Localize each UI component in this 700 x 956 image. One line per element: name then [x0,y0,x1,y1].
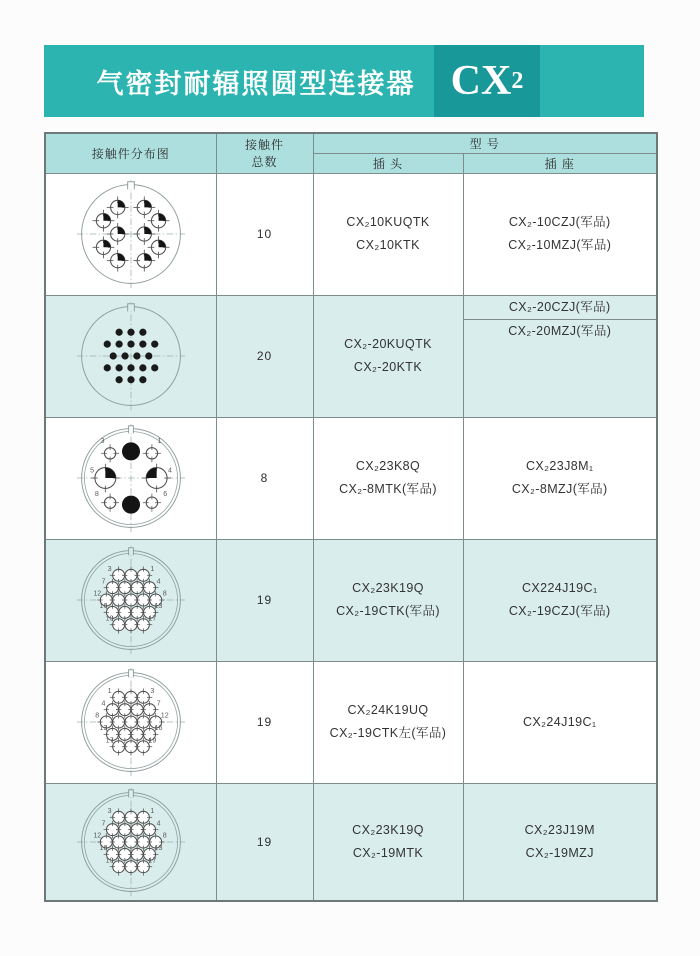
socket-groups [464,711,657,734]
svg-text:4: 4 [101,699,106,708]
svg-text:13: 13 [99,724,108,733]
socket-model-line: CX₂-20CZJ(军品) [508,299,611,314]
diagram-wrap [46,665,216,779]
header-contact-count [216,133,313,173]
socket-models-cell [463,295,657,417]
svg-text:8: 8 [162,831,167,840]
socket-group [464,819,657,865]
svg-text:1: 1 [150,565,155,574]
connector-table [44,132,658,902]
diagram-wrap [46,543,216,657]
svg-text:13: 13 [154,602,163,611]
socket-groups [464,819,657,865]
socket-group [464,455,657,501]
svg-text:17: 17 [105,736,114,745]
plug-models [314,577,463,623]
connector-diagram-pins19 [74,785,188,899]
diagram-cell [45,661,216,783]
svg-text:19: 19 [105,856,114,865]
socket-models-cell [463,783,657,901]
diagram-cell [45,295,216,417]
plug-model-line: CX₂-19CTK(军品) [336,604,440,618]
contact-count [217,349,313,363]
socket-models-cell [463,661,657,783]
svg-text:16: 16 [154,724,163,733]
diagram-wrap [46,785,216,899]
connector-diagram-dots20 [74,299,188,413]
connector-diagram-mixed8 [74,421,188,535]
svg-text:7: 7 [156,699,161,708]
plug-model-line: CX₂24K19UQ [347,703,429,717]
socket-model-line: CX₂-8MZJ(军品) [511,482,608,496]
socket-model-line: CX₂-19CZJ(军品) [508,604,611,618]
svg-text:1: 1 [157,436,162,445]
socket-groups [464,211,657,257]
contact-count-cell [216,173,313,295]
socket-models-cell [463,539,657,661]
svg-text:7: 7 [101,819,106,828]
socket-groups [464,455,657,501]
contact-count [217,835,313,849]
socket-groups [464,577,657,623]
plug-model-line: CX₂23K8Q [355,459,421,473]
svg-text:3: 3 [107,806,112,815]
socket-group [464,211,657,257]
table-header [45,133,657,173]
table-row [45,783,657,901]
plug-model-line: CX₂-8MTK(军品) [339,482,437,496]
contact-count [217,715,313,729]
contact-count [217,471,313,485]
table-row [45,295,657,417]
header-socket: 插 座 [463,153,657,173]
svg-text:8: 8 [95,711,100,720]
table-body [45,173,657,901]
plug-models-cell [313,295,463,417]
header-model: 型 号 [313,133,657,153]
model-badge [434,45,540,117]
socket-model-line: CX₂-10CZJ(军品) [508,215,611,229]
diagram-wrap [46,421,216,535]
table-row [45,417,657,539]
socket-model-line: CX224J19C₁ [521,581,598,595]
plug-models [314,819,463,865]
model-subscript: 2 [511,68,524,94]
plug-models-cell [313,783,463,901]
plug-model-line: CX₂23K19Q [352,581,424,595]
diagram-cell [45,783,216,901]
svg-text:8: 8 [162,589,167,598]
contact-count [217,593,313,607]
plug-model-line: CX₂23K19Q [352,822,424,837]
page-title: 气密封耐辐照圆型连接器 [96,68,416,99]
svg-text:4: 4 [156,819,161,828]
plug-models-cell [313,661,463,783]
plug-model-line: CX₂-20KUQTK [344,337,432,351]
plug-model-line: CX₂-19CTK左(军品) [329,726,447,740]
contact-count-cell [216,295,313,417]
socket-group [464,319,657,343]
socket-model-line: CX₂-20MZJ(军品) [508,323,612,338]
svg-text:8: 8 [94,490,99,499]
svg-text:12: 12 [160,711,169,720]
plug-models-cell [313,539,463,661]
svg-text:16: 16 [99,602,108,611]
svg-text:6: 6 [162,490,167,499]
contact-count-value: 20 [256,349,273,363]
svg-text:12: 12 [93,831,101,840]
plug-models-cell [313,173,463,295]
socket-model-line: CX₂23J8M₁ [525,459,594,473]
connector-diagram-pins19 [74,543,188,657]
svg-text:19: 19 [105,614,114,623]
contact-count-value: 19 [256,593,273,607]
svg-text:13: 13 [154,843,163,852]
diagram-cell [45,539,216,661]
svg-text:16: 16 [99,843,108,852]
svg-text:3: 3 [150,687,155,696]
svg-text:5: 5 [89,466,94,475]
contact-count-cell [216,783,313,901]
contact-count-value: 19 [256,834,273,849]
socket-group [464,577,657,623]
socket-model-line: CX₂-19MZJ [525,845,594,860]
socket-groups [464,296,657,343]
svg-text:4: 4 [167,466,172,475]
svg-text:4: 4 [156,577,161,586]
svg-text:12: 12 [93,589,101,598]
diagram-cell [45,417,216,539]
plug-model-line: CX₂-19MTK [352,845,424,860]
svg-text:1: 1 [150,806,155,815]
plug-model-line: CX₂10KUQTK [346,215,430,229]
connector-diagram-wedge10 [74,177,188,291]
diagram-wrap [46,177,216,291]
plug-models-cell [313,417,463,539]
header-contact-count-line2: 总数 [251,155,278,170]
svg-text:3: 3 [100,436,105,445]
diagram-wrap [46,299,216,413]
contact-count-cell [216,417,313,539]
contact-count [217,227,313,241]
plug-models [314,211,463,257]
contact-count-value: 10 [256,227,273,241]
socket-models-cell [463,417,657,539]
model-text: CX [450,58,512,104]
socket-model-line: CX₂24J19C₁ [522,714,597,729]
table-row [45,661,657,783]
diagram-cell [45,173,216,295]
svg-text:19: 19 [148,736,157,745]
plug-models [314,333,463,379]
plug-models [314,455,463,501]
socket-model-line: CX₂-10MZJ(军品) [508,238,612,252]
header-contact-count-line1: 接触件 [244,138,284,153]
svg-text:7: 7 [101,577,106,586]
table-row [45,539,657,661]
table-row [45,173,657,295]
header-contact-diagram: 接触件分布图 [45,133,216,173]
svg-text:17: 17 [148,614,157,623]
socket-group [464,711,657,734]
plug-model-line: CX₂-20KTK [353,360,423,374]
banner-spacer [540,45,644,117]
contact-count-cell [216,661,313,783]
contact-count-cell [216,539,313,661]
contact-count-value: 8 [260,471,269,485]
socket-group [464,296,657,319]
plug-models [314,699,463,745]
connector-diagram-pins19 [74,665,188,779]
header-plug: 插 头 [313,153,463,173]
svg-text:17: 17 [148,856,157,865]
socket-models-cell [463,173,657,295]
svg-text:1: 1 [107,687,112,696]
contact-count-value: 19 [256,715,273,729]
svg-text:3: 3 [107,565,112,574]
plug-model-line: CX₂10KTK [356,238,420,252]
banner [44,45,644,117]
socket-model-line: CX₂23J19M [524,822,595,837]
